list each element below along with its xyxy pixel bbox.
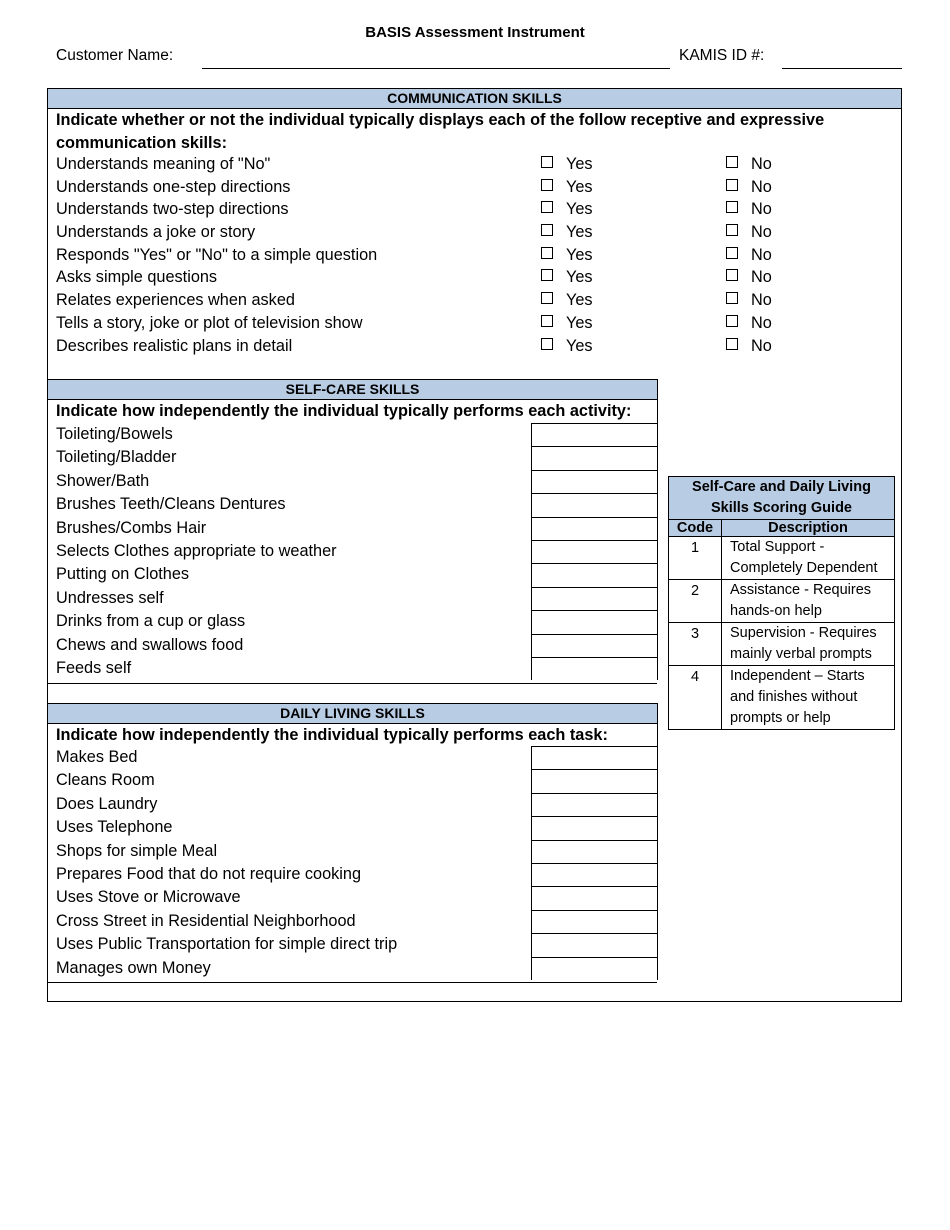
- page-title: BASIS Assessment Instrument: [365, 24, 585, 41]
- daily-living-item-label: Uses Public Transportation for simple direct trip: [56, 935, 398, 954]
- yes-option[interactable]: [541, 223, 593, 242]
- yes-checkbox[interactable]: [541, 292, 553, 304]
- no-option[interactable]: [726, 155, 772, 174]
- score-description: Total Support - Completely Dependent: [730, 539, 878, 576]
- daily-living-item-label: Does Laundry: [56, 794, 158, 813]
- communication-list: [48, 154, 901, 358]
- scoring-guide-header-row: [669, 520, 894, 537]
- no-checkbox[interactable]: [726, 156, 738, 168]
- yes-option[interactable]: [541, 314, 593, 333]
- score-cell[interactable]: [531, 423, 657, 446]
- no-label: No: [751, 313, 772, 332]
- daily-living-item-label: Shops for simple Meal: [56, 841, 218, 860]
- self-care-item: [48, 540, 657, 563]
- scoring-guide-row: [669, 623, 894, 666]
- self-care-item-label: Drinks from a cup or glass: [56, 612, 246, 631]
- score-cell[interactable]: [531, 863, 657, 886]
- yes-label: Yes: [566, 313, 593, 332]
- customer-name-field[interactable]: [202, 68, 670, 69]
- self-care-item: [48, 610, 657, 633]
- no-option[interactable]: [726, 314, 772, 333]
- kamis-id-field[interactable]: [782, 68, 902, 69]
- scoring-guide-rows: [669, 537, 894, 729]
- daily-living-item: [48, 769, 657, 792]
- code-column-header: Code: [669, 520, 722, 536]
- no-label: No: [751, 291, 772, 310]
- score-code: 4: [669, 666, 722, 729]
- no-label: No: [751, 200, 772, 219]
- communication-item: [48, 267, 901, 290]
- no-option[interactable]: [726, 223, 772, 242]
- no-option[interactable]: [726, 268, 772, 287]
- no-checkbox[interactable]: [726, 269, 738, 281]
- no-checkbox[interactable]: [726, 224, 738, 236]
- scoring-guide-row: [669, 666, 894, 729]
- self-care-item: [48, 563, 657, 586]
- yes-label: Yes: [566, 155, 593, 173]
- self-care-list: [48, 423, 657, 680]
- daily-living-header: DAILY LIVING SKILLS: [48, 704, 657, 724]
- yes-option[interactable]: [541, 155, 593, 174]
- self-care-item-label: Brushes Teeth/Cleans Dentures: [56, 495, 286, 514]
- daily-living-item-label: Uses Telephone: [56, 818, 173, 837]
- self-care-item-label: Toileting/Bladder: [56, 448, 177, 467]
- score-cell[interactable]: [531, 540, 657, 563]
- score-cell[interactable]: [531, 816, 657, 839]
- yes-option[interactable]: [541, 337, 593, 356]
- score-cell[interactable]: [531, 634, 657, 657]
- yes-label: Yes: [566, 245, 593, 264]
- score-cell[interactable]: [531, 446, 657, 469]
- no-label: No: [751, 336, 772, 355]
- self-care-item-label: Brushes/Combs Hair: [56, 518, 207, 537]
- yes-label: Yes: [566, 177, 593, 196]
- score-cell[interactable]: [531, 493, 657, 516]
- no-option[interactable]: [726, 291, 772, 310]
- communication-header: COMMUNICATION SKILLS: [48, 89, 901, 109]
- self-care-item: [48, 657, 657, 680]
- yes-checkbox[interactable]: [541, 156, 553, 168]
- no-checkbox[interactable]: [726, 201, 738, 213]
- self-care-item-label: Selects Clothes appropriate to weather: [56, 541, 337, 560]
- score-cell[interactable]: [531, 587, 657, 610]
- score-code: 1: [669, 537, 722, 579]
- communication-item-label: Understands meaning of "No": [56, 155, 271, 173]
- no-checkbox[interactable]: [726, 315, 738, 327]
- no-label: No: [751, 223, 772, 242]
- self-care-item-label: Feeds self: [56, 658, 132, 677]
- self-care-item-label: Toileting/Bowels: [56, 425, 173, 443]
- yes-label: Yes: [566, 291, 593, 310]
- communication-item: [48, 245, 901, 268]
- no-option[interactable]: [726, 200, 772, 219]
- yes-option[interactable]: [541, 268, 593, 287]
- communication-item-label: Asks simple questions: [56, 268, 218, 287]
- daily-living-list: [48, 746, 657, 980]
- daily-living-item: [48, 793, 657, 816]
- score-cell[interactable]: [531, 957, 657, 980]
- yes-checkbox[interactable]: [541, 247, 553, 259]
- no-checkbox[interactable]: [726, 179, 738, 191]
- self-care-item: [48, 517, 657, 540]
- no-label: No: [751, 155, 772, 173]
- daily-living-item: [48, 863, 657, 886]
- communication-item: [48, 222, 901, 245]
- daily-living-item: [48, 933, 657, 956]
- daily-living-item-label: Cleans Room: [56, 771, 155, 790]
- daily-living-item: [48, 910, 657, 933]
- score-description: Independent – Starts and finishes without prompts or help: [730, 668, 865, 726]
- score-cell[interactable]: [531, 886, 657, 909]
- self-care-section: [48, 379, 658, 680]
- self-care-item-label: Undresses self: [56, 588, 164, 607]
- yes-option[interactable]: [541, 200, 593, 219]
- self-care-item: [48, 446, 657, 469]
- self-care-item-label: Shower/Bath: [56, 471, 150, 490]
- yes-checkbox[interactable]: [541, 224, 553, 236]
- communication-item: [48, 199, 901, 222]
- kamis-id-label: KAMIS ID #:: [679, 47, 765, 64]
- yes-checkbox[interactable]: [541, 179, 553, 191]
- score-cell[interactable]: [531, 746, 657, 769]
- communication-item-label: Describes realistic plans in detail: [56, 336, 293, 355]
- score-cell[interactable]: [531, 933, 657, 956]
- description-column-header: Description: [768, 520, 848, 536]
- communication-item: [48, 336, 901, 359]
- no-label: No: [751, 177, 772, 196]
- daily-living-bottom-rule: [48, 982, 657, 983]
- score-description: Supervision - Requires mainly verbal prompts: [730, 625, 877, 662]
- yes-option[interactable]: [541, 291, 593, 310]
- communication-item: [48, 177, 901, 200]
- communication-item-label: Responds "Yes" or "No" to a simple question: [56, 245, 378, 264]
- daily-living-section: [48, 703, 658, 980]
- yes-label: Yes: [566, 223, 593, 242]
- score-cell[interactable]: [531, 657, 657, 680]
- daily-living-item-label: Manages own Money: [56, 958, 211, 977]
- daily-living-item: [48, 840, 657, 863]
- score-code: 2: [669, 580, 722, 622]
- no-checkbox[interactable]: [726, 338, 738, 350]
- daily-living-item-label: Cross Street in Residential Neighborhood: [56, 911, 356, 930]
- yes-checkbox[interactable]: [541, 315, 553, 327]
- no-label: No: [751, 268, 772, 287]
- no-option[interactable]: [726, 178, 772, 197]
- score-cell[interactable]: [531, 563, 657, 586]
- communication-item-label: Understands two-step directions: [56, 200, 289, 219]
- yes-option[interactable]: [541, 178, 593, 197]
- yes-checkbox[interactable]: [541, 269, 553, 281]
- self-care-item-label: Putting on Clothes: [56, 565, 190, 584]
- yes-label: Yes: [566, 200, 593, 219]
- daily-living-item: [48, 957, 657, 980]
- yes-checkbox[interactable]: [541, 201, 553, 213]
- yes-checkbox[interactable]: [541, 338, 553, 350]
- scoring-guide-title: Self-Care and Daily Living Skills Scoring Guide: [669, 477, 894, 520]
- score-cell[interactable]: [531, 610, 657, 633]
- communication-item-label: Understands a joke or story: [56, 223, 256, 242]
- score-cell[interactable]: [531, 769, 657, 792]
- self-care-item: [48, 423, 657, 446]
- daily-living-item-label: Uses Stove or Microwave: [56, 888, 241, 907]
- no-option[interactable]: [726, 246, 772, 265]
- score-cell[interactable]: [531, 840, 657, 863]
- no-checkbox[interactable]: [726, 292, 738, 304]
- communication-instruction: Indicate whether or not the individual typically displays each of the follow receptive and expressive communication skills:: [56, 111, 825, 152]
- communication-item-label: Tells a story, joke or plot of television show: [56, 313, 363, 332]
- scoring-guide-row: [669, 580, 894, 623]
- daily-living-item: [48, 886, 657, 909]
- self-care-item-label: Chews and swallows food: [56, 635, 244, 654]
- daily-living-item: [48, 816, 657, 839]
- no-checkbox[interactable]: [726, 247, 738, 259]
- yes-option[interactable]: [541, 246, 593, 265]
- score-cell[interactable]: [531, 910, 657, 933]
- communication-item-label: Relates experiences when asked: [56, 291, 295, 310]
- self-care-item: [48, 470, 657, 493]
- scoring-guide: [668, 476, 895, 730]
- no-label: No: [751, 245, 772, 264]
- scoring-guide-row: [669, 537, 894, 580]
- score-code: 3: [669, 623, 722, 665]
- daily-living-item-label: Makes Bed: [56, 748, 138, 766]
- self-care-item: [48, 587, 657, 610]
- communication-item: [48, 313, 901, 336]
- daily-living-item-label: Prepares Food that do not require cooking: [56, 864, 362, 883]
- daily-living-instruction: Indicate how independently the individual typically performs each task:: [56, 726, 608, 744]
- yes-label: Yes: [566, 336, 593, 355]
- no-option[interactable]: [726, 337, 772, 356]
- self-care-item: [48, 634, 657, 657]
- score-description: Assistance - Requires hands-on help: [730, 582, 872, 619]
- communication-item: [48, 290, 901, 313]
- self-care-item: [48, 493, 657, 516]
- communication-item: [48, 154, 901, 177]
- self-care-instruction: Indicate how independently the individual typically performs each activity:: [56, 402, 632, 420]
- communication-section: [48, 89, 901, 358]
- daily-living-item: [48, 746, 657, 769]
- self-care-header: SELF-CARE SKILLS: [48, 380, 657, 400]
- self-care-bottom-rule: [48, 683, 657, 684]
- yes-label: Yes: [566, 268, 593, 287]
- score-cell[interactable]: [531, 517, 657, 540]
- communication-item-label: Understands one-step directions: [56, 177, 291, 196]
- score-cell[interactable]: [531, 470, 657, 493]
- customer-name-label: Customer Name:: [56, 47, 174, 64]
- score-cell[interactable]: [531, 793, 657, 816]
